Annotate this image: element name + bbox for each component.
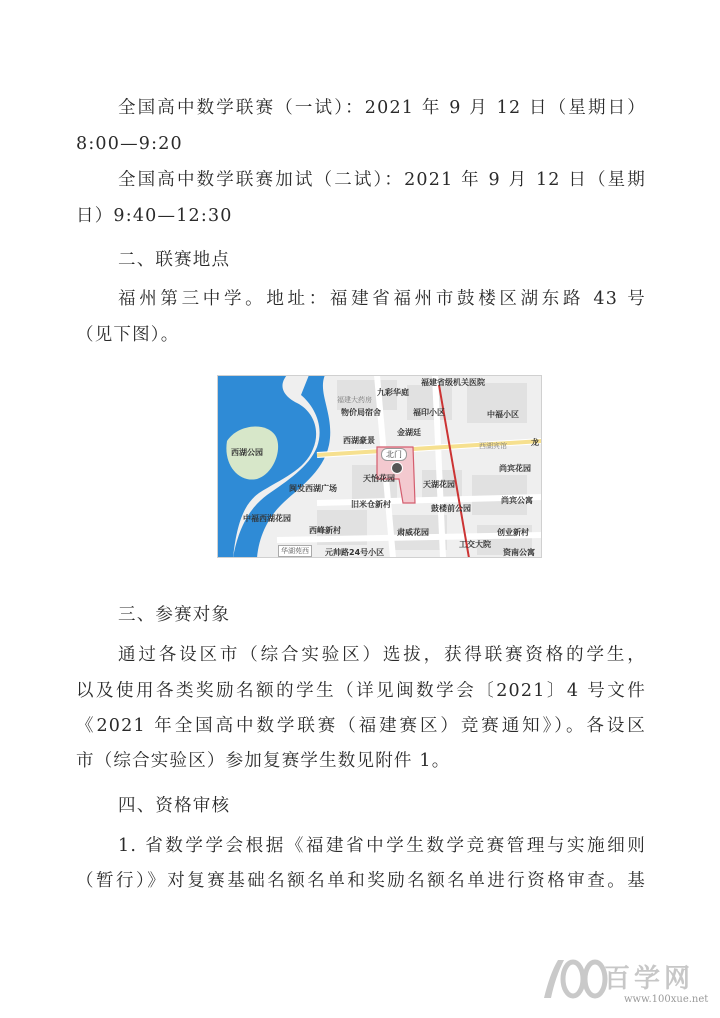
venue-map: [217, 375, 542, 558]
map-caption: 华湖苑西: [278, 545, 312, 557]
map-label: 西峰新村: [309, 526, 341, 535]
map-pin-icon: [391, 462, 403, 474]
map-graphic: [217, 375, 542, 558]
map-label: 福印小区: [413, 408, 445, 417]
watermark-logo-icon: [538, 952, 608, 1004]
map-label: 物价局宿舍: [341, 408, 381, 417]
map-label: 福建省级机关医院: [421, 378, 485, 387]
map-label: 天湖花园: [423, 480, 455, 489]
map-label: 资南公寓: [503, 548, 535, 557]
participants-heading: 三、参赛对象: [118, 605, 231, 625]
venue-line-2: （见下图）。: [76, 325, 180, 345]
map-label: 龙: [531, 438, 539, 447]
map-label: 中福西湖花园: [243, 514, 291, 523]
review-line-1: 1. 省数学学会根据《福建省中学生数学竞赛管理与实施细则: [118, 836, 646, 856]
map-label: 肃威花园: [397, 528, 429, 537]
map-label: 尚宾公寓: [501, 496, 533, 505]
watermark-text: 百学网: [604, 964, 695, 994]
map-label: 中福小区: [487, 410, 519, 419]
map-label: 闽发西湖广场: [289, 484, 337, 493]
map-label: 尚宾花园: [499, 464, 531, 473]
venue-heading: 二、联赛地点: [118, 250, 231, 270]
map-label: 西湖豪景: [343, 436, 375, 445]
review-heading: 四、资格审核: [118, 796, 231, 816]
map-gate-label: 北门: [381, 448, 407, 461]
schedule-line-4: 日）9:40—12:30: [76, 206, 233, 226]
venue-line-1: 福州第三中学。地址：福建省福州市鼓楼区湖东路 43 号: [118, 289, 646, 309]
map-label: 鼓楼前公园: [431, 504, 471, 513]
schedule-line-1: 全国高中数学联赛（一试）：2021 年 9 月 12 日（星期日）: [118, 98, 646, 118]
map-label: 元帅路24号小区: [325, 548, 385, 557]
watermark: [538, 952, 708, 1012]
map-label: 西湖公园: [231, 448, 263, 457]
map-label: 福建大药房: [337, 396, 372, 404]
map-label: 工交大院: [459, 540, 491, 549]
participants-line-4: 市（综合实验区）参加复赛学生数见附件 1。: [76, 751, 451, 771]
review-line-2: （暂行）》对复赛基础名额名单和奖励名额名单进行资格审查。基: [76, 871, 646, 891]
map-label: 创业新村: [497, 528, 529, 537]
map-label: 旧米仓新村: [351, 500, 391, 509]
map-label: 金湖廷: [397, 428, 421, 437]
watermark-url: www.100xue.net: [624, 994, 709, 1005]
participants-line-3: 《2021 年全国高中数学联赛（福建赛区）竞赛通知》）。各设区: [76, 716, 646, 736]
map-label: 天怡花园: [363, 474, 395, 483]
schedule-line-3: 全国高中数学联赛加试（二试）：2021 年 9 月 12 日（星期: [118, 170, 646, 190]
participants-line-2: 以及使用各类奖励名额的学生（详见闽数学会〔2021〕4 号文件: [76, 681, 646, 701]
schedule-line-2: 8:00—9:20: [76, 134, 183, 154]
map-label: 九彩华庭: [377, 388, 409, 397]
map-label: 西湖宾馆: [479, 442, 507, 450]
participants-line-1: 通过各设区市（综合实验区）选拔，获得联赛资格的学生，: [118, 645, 646, 665]
